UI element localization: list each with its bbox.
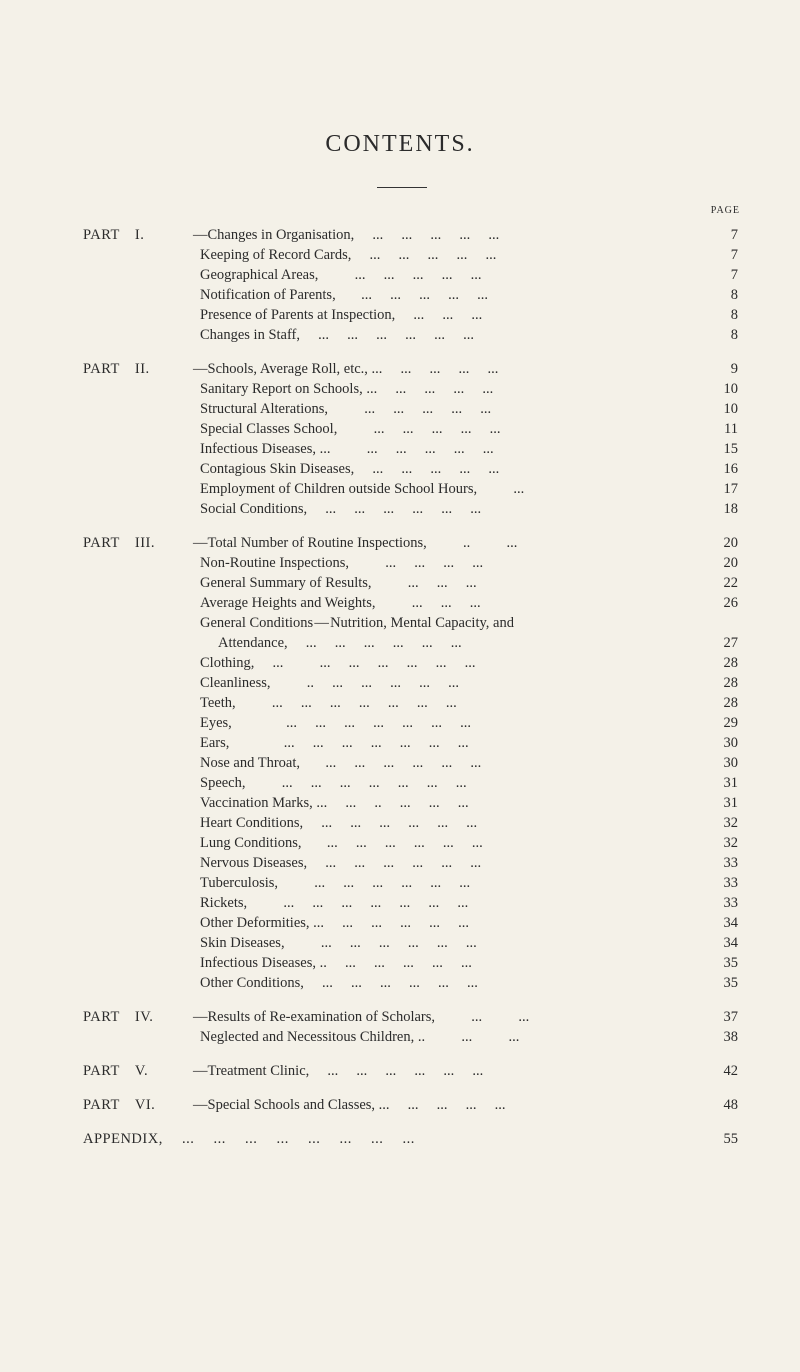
toc-entry bbox=[0, 225, 800, 245]
toc-entry bbox=[0, 893, 800, 913]
part-word: PART bbox=[83, 361, 120, 377]
entry-page-number: 37 bbox=[723, 1009, 738, 1025]
entry-title: Teeth, ... ... ... ... ... ... ... bbox=[200, 695, 457, 711]
entry-title: —Treatment Clinic, ... ... ... ... ... ... bbox=[193, 1063, 484, 1079]
title-rule bbox=[377, 187, 427, 188]
toc-entry bbox=[0, 265, 800, 285]
entry-title: Changes in Staff, ... ... ... ... ... ... bbox=[200, 327, 475, 343]
entry-page-number: 11 bbox=[724, 421, 738, 437]
entry-page-number: 26 bbox=[723, 595, 738, 611]
part-label bbox=[83, 1007, 153, 1027]
entry-title: Nose and Throat, ... ... ... ... ... ... bbox=[200, 755, 482, 771]
entry-title: —Results of Re-examination of Scholars, ... ... bbox=[193, 1009, 530, 1025]
entry-title: Notification of Parents, ... ... ... ... ... bbox=[200, 287, 488, 303]
appendix-page-number: 55 bbox=[723, 1131, 738, 1147]
part-word: PART bbox=[83, 1063, 120, 1079]
entry-page-number: 32 bbox=[723, 815, 738, 831]
toc-entry bbox=[0, 419, 800, 439]
toc-entry bbox=[0, 553, 800, 573]
entry-title: Attendance, ... ... ... ... ... ... bbox=[218, 635, 462, 651]
entry-page-number: 34 bbox=[723, 915, 738, 931]
part-label bbox=[83, 359, 150, 379]
table-of-contents bbox=[0, 225, 800, 1149]
entry-title: Rickets, ... ... ... ... ... ... ... bbox=[200, 895, 469, 911]
toc-entry bbox=[0, 853, 800, 873]
toc-entry bbox=[0, 733, 800, 753]
entry-title: —Special Schools and Classes, ... ... ... ... ... bbox=[193, 1097, 506, 1113]
toc-entry bbox=[0, 773, 800, 793]
entry-page-number: 22 bbox=[723, 575, 738, 591]
entry-page-number: 35 bbox=[723, 975, 738, 991]
entry-page-number: 18 bbox=[723, 501, 738, 517]
toc-part bbox=[0, 1061, 800, 1081]
entry-title: Vaccination Marks, ... ... .. ... ... ... bbox=[200, 795, 469, 811]
part-word: PART bbox=[83, 227, 120, 243]
entry-page-number: 42 bbox=[723, 1063, 738, 1079]
part-word: PART bbox=[83, 1097, 120, 1113]
toc-entry bbox=[0, 873, 800, 893]
part-numeral: IV. bbox=[134, 1009, 154, 1025]
entry-title: Non-Routine Inspections, ... ... ... ... bbox=[200, 555, 484, 571]
toc-entry bbox=[0, 499, 800, 519]
entry-title: Special Classes School, ... ... ... ... ... bbox=[200, 421, 501, 437]
entry-page-number: 31 bbox=[723, 795, 738, 811]
page-column-header: PAGE bbox=[710, 205, 740, 216]
part-word: PART bbox=[83, 535, 120, 551]
entry-page-number: 7 bbox=[730, 247, 738, 263]
entry-title: Social Conditions, ... ... ... ... ... ... bbox=[200, 501, 482, 517]
toc-entry bbox=[0, 933, 800, 953]
toc-entry bbox=[0, 633, 800, 653]
toc-entry bbox=[0, 245, 800, 265]
part-label bbox=[83, 225, 144, 245]
toc-entry bbox=[0, 653, 800, 673]
toc-part bbox=[0, 225, 800, 345]
entry-title: Other Deformities, ... ... ... ... ... ... bbox=[200, 915, 470, 931]
entry-title: Tuberculosis, ... ... ... ... ... ... bbox=[200, 875, 471, 891]
entry-title: Heart Conditions, ... ... ... ... ... ... bbox=[200, 815, 478, 831]
entry-title: Clothing, ... ... ... ... ... ... ... bbox=[200, 655, 476, 671]
entry-page-number: 28 bbox=[723, 695, 738, 711]
entry-page-number: 48 bbox=[723, 1097, 738, 1113]
entry-title: Nervous Diseases, ... ... ... ... ... ... bbox=[200, 855, 482, 871]
entry-title: —Total Number of Routine Inspections, .. ... bbox=[193, 535, 518, 551]
entry-title: Presence of Parents at Inspection, ... ... ... bbox=[200, 307, 483, 323]
toc-entry bbox=[0, 593, 800, 613]
toc-entry bbox=[0, 973, 800, 993]
entry-title: Contagious Skin Diseases, ... ... ... ... ... bbox=[200, 461, 500, 477]
entry-title: Keeping of Record Cards, ... ... ... ... ... bbox=[200, 247, 497, 263]
entry-page-number: 20 bbox=[723, 555, 738, 571]
toc-entry bbox=[0, 673, 800, 693]
toc-part bbox=[0, 359, 800, 519]
entry-page-number: 7 bbox=[730, 227, 738, 243]
part-label bbox=[83, 1061, 148, 1081]
entry-page-number: 9 bbox=[730, 361, 738, 377]
entry-title: Infectious Diseases, .. ... ... ... ... ... bbox=[200, 955, 472, 971]
entry-title: Geographical Areas, ... ... ... ... ... bbox=[200, 267, 482, 283]
toc-entry bbox=[0, 1061, 800, 1081]
toc-entry bbox=[0, 325, 800, 345]
entry-page-number: 20 bbox=[723, 535, 738, 551]
entry-page-number: 8 bbox=[730, 287, 738, 303]
part-label bbox=[83, 1095, 155, 1115]
entry-title: —Schools, Average Roll, etc., ... ... ... ... ... bbox=[193, 361, 499, 377]
toc-entry bbox=[0, 305, 800, 325]
entry-title: Sanitary Report on Schools, ... ... ... ... ... bbox=[200, 381, 494, 397]
entry-page-number: 8 bbox=[730, 327, 738, 343]
entry-title: Skin Diseases, ... ... ... ... ... ... bbox=[200, 935, 477, 951]
appendix-entry bbox=[0, 1129, 800, 1149]
toc-entry bbox=[0, 459, 800, 479]
toc-entry bbox=[0, 379, 800, 399]
toc-entry bbox=[0, 613, 800, 633]
toc-entry bbox=[0, 479, 800, 499]
entry-page-number: 7 bbox=[730, 267, 738, 283]
entry-title: Cleanliness, .. ... ... ... ... ... bbox=[200, 675, 459, 691]
part-label bbox=[83, 533, 155, 553]
entry-title: General Conditions — Nutrition, Mental Capacity, and bbox=[200, 615, 514, 631]
entry-page-number: 33 bbox=[723, 855, 738, 871]
entry-title: Lung Conditions, ... ... ... ... ... ... bbox=[200, 835, 483, 851]
entry-page-number: 28 bbox=[723, 655, 738, 671]
entry-title: Average Heights and Weights, ... ... ... bbox=[200, 595, 481, 611]
entry-page-number: 35 bbox=[723, 955, 738, 971]
entry-title: Structural Alterations, ... ... ... ... ... bbox=[200, 401, 492, 417]
entry-title: Ears, ... ... ... ... ... ... ... bbox=[200, 735, 469, 751]
appendix-title: APPENDIX, ... ... ... ... ... ... ... ... bbox=[83, 1131, 415, 1147]
toc-entry bbox=[0, 573, 800, 593]
toc-part bbox=[0, 533, 800, 993]
toc-entry bbox=[0, 1095, 800, 1115]
toc-part bbox=[0, 1095, 800, 1115]
entry-page-number: 15 bbox=[723, 441, 738, 457]
entry-page-number: 33 bbox=[723, 875, 738, 891]
entry-page-number: 28 bbox=[723, 675, 738, 691]
toc-entry bbox=[0, 693, 800, 713]
entry-page-number: 34 bbox=[723, 935, 738, 951]
entry-page-number: 29 bbox=[723, 715, 738, 731]
toc-entry bbox=[0, 399, 800, 419]
toc-entry bbox=[0, 713, 800, 733]
toc-entry bbox=[0, 1007, 800, 1027]
entry-page-number: 31 bbox=[723, 775, 738, 791]
part-numeral: V. bbox=[134, 1063, 149, 1079]
entry-title: General Summary of Results, ... ... ... bbox=[200, 575, 477, 591]
entry-page-number: 38 bbox=[723, 1029, 738, 1045]
entry-page-number: 16 bbox=[723, 461, 738, 477]
toc-part bbox=[0, 1007, 800, 1047]
entry-page-number: 33 bbox=[723, 895, 738, 911]
entry-page-number: 10 bbox=[723, 381, 738, 397]
toc-entry bbox=[0, 953, 800, 973]
page-title: CONTENTS. bbox=[325, 131, 475, 157]
entry-title: Other Conditions, ... ... ... ... ... ... bbox=[200, 975, 478, 991]
entry-page-number: 27 bbox=[723, 635, 738, 651]
toc-entry bbox=[0, 285, 800, 305]
entry-title: Neglected and Necessitous Children, .. ... ... bbox=[200, 1029, 520, 1045]
part-numeral: II. bbox=[134, 361, 150, 377]
toc-entry bbox=[0, 833, 800, 853]
toc-entry bbox=[0, 1027, 800, 1047]
toc-entry bbox=[0, 753, 800, 773]
part-numeral: VI. bbox=[134, 1097, 156, 1113]
entry-title: Speech, ... ... ... ... ... ... ... bbox=[200, 775, 467, 791]
entry-page-number: 30 bbox=[723, 735, 738, 751]
toc-entry bbox=[0, 793, 800, 813]
part-numeral: III. bbox=[134, 535, 155, 551]
toc-entry bbox=[0, 813, 800, 833]
part-word: PART bbox=[83, 1009, 120, 1025]
toc-entry bbox=[0, 439, 800, 459]
part-numeral: I. bbox=[134, 227, 145, 243]
entry-title: Employment of Children outside School Hours, ... bbox=[200, 481, 525, 497]
toc-entry bbox=[0, 913, 800, 933]
entry-page-number: 8 bbox=[730, 307, 738, 323]
toc-entry bbox=[0, 359, 800, 379]
entry-page-number: 32 bbox=[723, 835, 738, 851]
entry-title: Eyes, ... ... ... ... ... ... ... bbox=[200, 715, 472, 731]
entry-title: Infectious Diseases, ... ... ... ... ... ... bbox=[200, 441, 494, 457]
entry-page-number: 30 bbox=[723, 755, 738, 771]
entry-title: —Changes in Organisation, ... ... ... ... ... bbox=[193, 227, 500, 243]
toc-entry bbox=[0, 533, 800, 553]
entry-page-number: 17 bbox=[723, 481, 738, 497]
entry-page-number: 10 bbox=[723, 401, 738, 417]
